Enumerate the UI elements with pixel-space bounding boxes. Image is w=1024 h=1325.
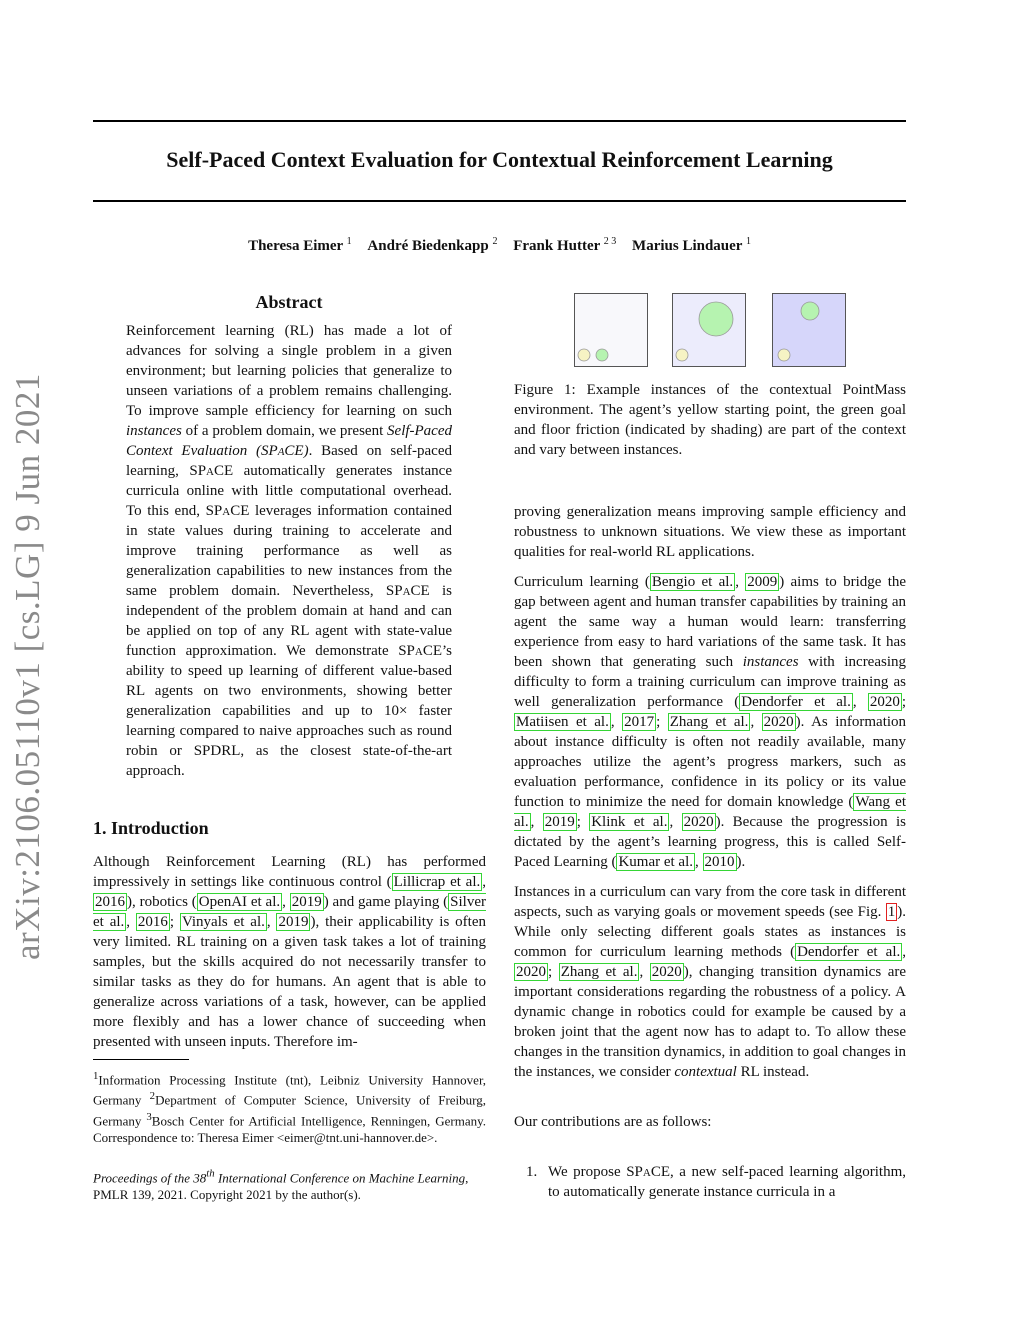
- title-rule-bottom: [93, 200, 906, 202]
- citation-link[interactable]: Dendorfer et al.: [797, 944, 901, 960]
- citation-link[interactable]: 2009: [747, 574, 778, 590]
- citation-link[interactable]: 2020: [683, 814, 714, 830]
- citation-link[interactable]: Kumar et al.: [618, 854, 694, 870]
- pointmass-instance-3: [772, 293, 846, 367]
- paper-title: Self-Paced Context Evaluation for Contextual Reinforcement Learning: [166, 147, 833, 172]
- paragraph: Curriculum learning ( Bengio et al. , 2009 ) aims to bridge the gap between agent and human transfer capabilities by training an agent the same way a human would learn: transferring experience from easy to hard variations of the same task. It has been shown that generating such instances with increasing difficulty to form a training curriculum can improve training as well generalization performance ( Dendorfer et al. , 2020 ; Matiisen et al. , 2017 ; Zhang et al. , 2020 ). As information about instance difficulty is often not readily available, many approaches utilize the agent’s progress markers, such as evaluation performance, confidence in its policy or its value function to minimize the need for domain knowledge ( Wang et al. , 2019 ; Klink et al. , 2020 ). Because the progression is dictated by the agent’s learning progress, this is called Self-Paced Learning ( Kumar et al. , 2010 ).: [514, 574, 907, 870]
- citation-link[interactable]: 2016: [95, 894, 125, 910]
- abstract-body: Reinforcement learning (RL) has made a lot of advances for solving a single problem in a given environment; but learning policies that generalize to unseen variations of a problem remains challenging. To improve sample efficiency for learning on such instances of a problem domain, we present Self-Paced Context Evaluation (SPaCE). Based on self-paced learning, SPaCE automatically generates instance curricula online with little computational overhead. To this end, SPaCE leverages information contained in state values during training to accelerate and improve training performance as well as generalization capabilities to new instances from the same problem domain. Nevertheless, SPaCE is independent of the problem domain at hand and can be applied on top of any RL agent with state-value function approximation. We demonstrate SPaCE’s ability to speed up learning of different value-based RL agents on two environments, showing better generalization capabilities and up to 10× faster learning compared to naive approaches such as round robin or SPDRL, as the closest state-of-the-art approach.: [126, 323, 452, 779]
- citation-link[interactable]: Lillicrap et al.: [393, 874, 481, 890]
- goal: [699, 302, 733, 336]
- figure-1-caption: Figure 1: Example instances of the contextual PointMass environment. The agent’s yellow starting point, the green goal and floor friction (indicated by shading) are part of the context and vary between instances.: [514, 382, 906, 458]
- abstract-heading: Abstract: [255, 292, 323, 312]
- agent-start: [578, 349, 590, 361]
- affiliation-footnote: $^1$Information Processing Institute (tnt), Leibniz University Hannover, Germany $^2$Department of Computer Science, University of Freiburg, Germany $^3$Bosch Center for Artificial Intelligence, Renningen, Germany. Correspondence to: Theresa Eimer <eimer@tnt.uni-hannover.de>.: [93, 1070, 486, 1145]
- paragraph: proving generalization means improving sample efficiency and robustness to unknown situations. We view these as important qualities for real-world RL applications.: [514, 504, 906, 560]
- citation-link[interactable]: Klink et al.: [591, 814, 668, 830]
- title-rule-top: [93, 120, 906, 122]
- citation-link[interactable]: Silver et al.: [93, 894, 487, 930]
- citation-link[interactable]: 2016: [137, 914, 168, 930]
- pointmass-instance-1: [574, 293, 648, 367]
- arxiv-stamp: arXiv:2106.05110v1 [cs.LG] 9 Jun 2021: [8, 373, 47, 960]
- citation-link[interactable]: 2010: [704, 854, 735, 870]
- pointmass-instance-2: [672, 293, 746, 367]
- list-text: We propose SPaCE, a new self-paced learning algorithm, to automatically generate instance curricula in a: [548, 1164, 906, 1200]
- citation-link[interactable]: Matiisen et al.: [516, 714, 609, 730]
- citation-link[interactable]: OpenAI et al.: [198, 894, 281, 910]
- citation-link[interactable]: Dendorfer et al.: [741, 694, 851, 710]
- citation-link[interactable]: Zhang et al.: [560, 964, 638, 980]
- pointmass-instance-3-graphic: [773, 294, 845, 366]
- author: André Biedenkapp $^2$: [367, 236, 498, 254]
- citation-link[interactable]: Zhang et al.: [669, 714, 749, 730]
- citation-link[interactable]: 2019: [291, 894, 322, 910]
- goal: [801, 302, 819, 320]
- citation-link[interactable]: 2020: [869, 694, 900, 710]
- figure-reference-link[interactable]: 1: [887, 904, 896, 920]
- author: Frank Hutter $^{2 3}$: [513, 236, 617, 254]
- author: Theresa Eimer $^1$: [248, 236, 352, 254]
- paragraph: Our contributions are as follows:: [514, 1114, 712, 1130]
- citation-link[interactable]: 2020: [651, 964, 682, 980]
- list-number: 1.: [526, 1164, 538, 1180]
- author-list: [93, 236, 906, 255]
- agent-start: [778, 349, 790, 361]
- section-heading-introduction: 1. Introduction: [93, 818, 209, 838]
- goal: [596, 349, 608, 361]
- proceedings-note: Proceedings of the 38th International Conference on Machine Learning, PMLR 139, 2021. Copyright 2021 by the author(s).: [93, 1168, 469, 1203]
- agent-start: [676, 349, 688, 361]
- pointmass-instance-1-graphic: [575, 294, 647, 366]
- citation-link[interactable]: 2020: [763, 714, 794, 730]
- author: Marius Lindauer $^1$: [632, 236, 751, 254]
- citation-link[interactable]: 2017: [624, 714, 655, 730]
- citation-link[interactable]: Bengio et al.: [651, 574, 734, 590]
- citation-link[interactable]: Vinyals et al.: [181, 914, 265, 930]
- citation-link[interactable]: 2019: [278, 914, 309, 930]
- introduction-body: Although Reinforcement Learning (RL) has performed impressively in settings like continuous control ( Lillicrap et al. , 2016 ), robotics ( OpenAI et al. , 2019 ) and game playing ( Silver et al. , 2016 ; Vinyals et al. , 2019 ), their applicability is often very limited. RL training on a given task takes a lot of training samples, but the skills acquired do not necessarily transfer to similar tasks as they do for humans. An agent that is able to generalize across variations of a task, however, can be applied more flexibly and has a lower chance of succeeding when presented with unseen inputs. Therefore im-: [93, 854, 487, 1050]
- citation-link[interactable]: 2020: [516, 964, 546, 980]
- citation-link[interactable]: 2019: [544, 814, 575, 830]
- footnote-rule: [93, 1059, 189, 1060]
- paragraph: Instances in a curriculum can vary from the core task in different aspects, such as varying goals or movement speeds (see Fig. 1 ). While only selecting different goals states as instances is common for curriculum learning methods ( Dendorfer et al. , 2020 ; Zhang et al. , 2020 ), changing transition dynamics are important considerations regarding the robustness of a policy. A dynamic change in robotics could for example be caused by a broken joint that the agent now has to adapt to. To allow these changes in the transition dynamics, in addition to goal changes in the instances, we consider contextual RL instead.: [514, 884, 906, 1080]
- citation-link[interactable]: Wang et al.: [514, 794, 906, 830]
- pointmass-instance-2-graphic: [673, 294, 745, 366]
